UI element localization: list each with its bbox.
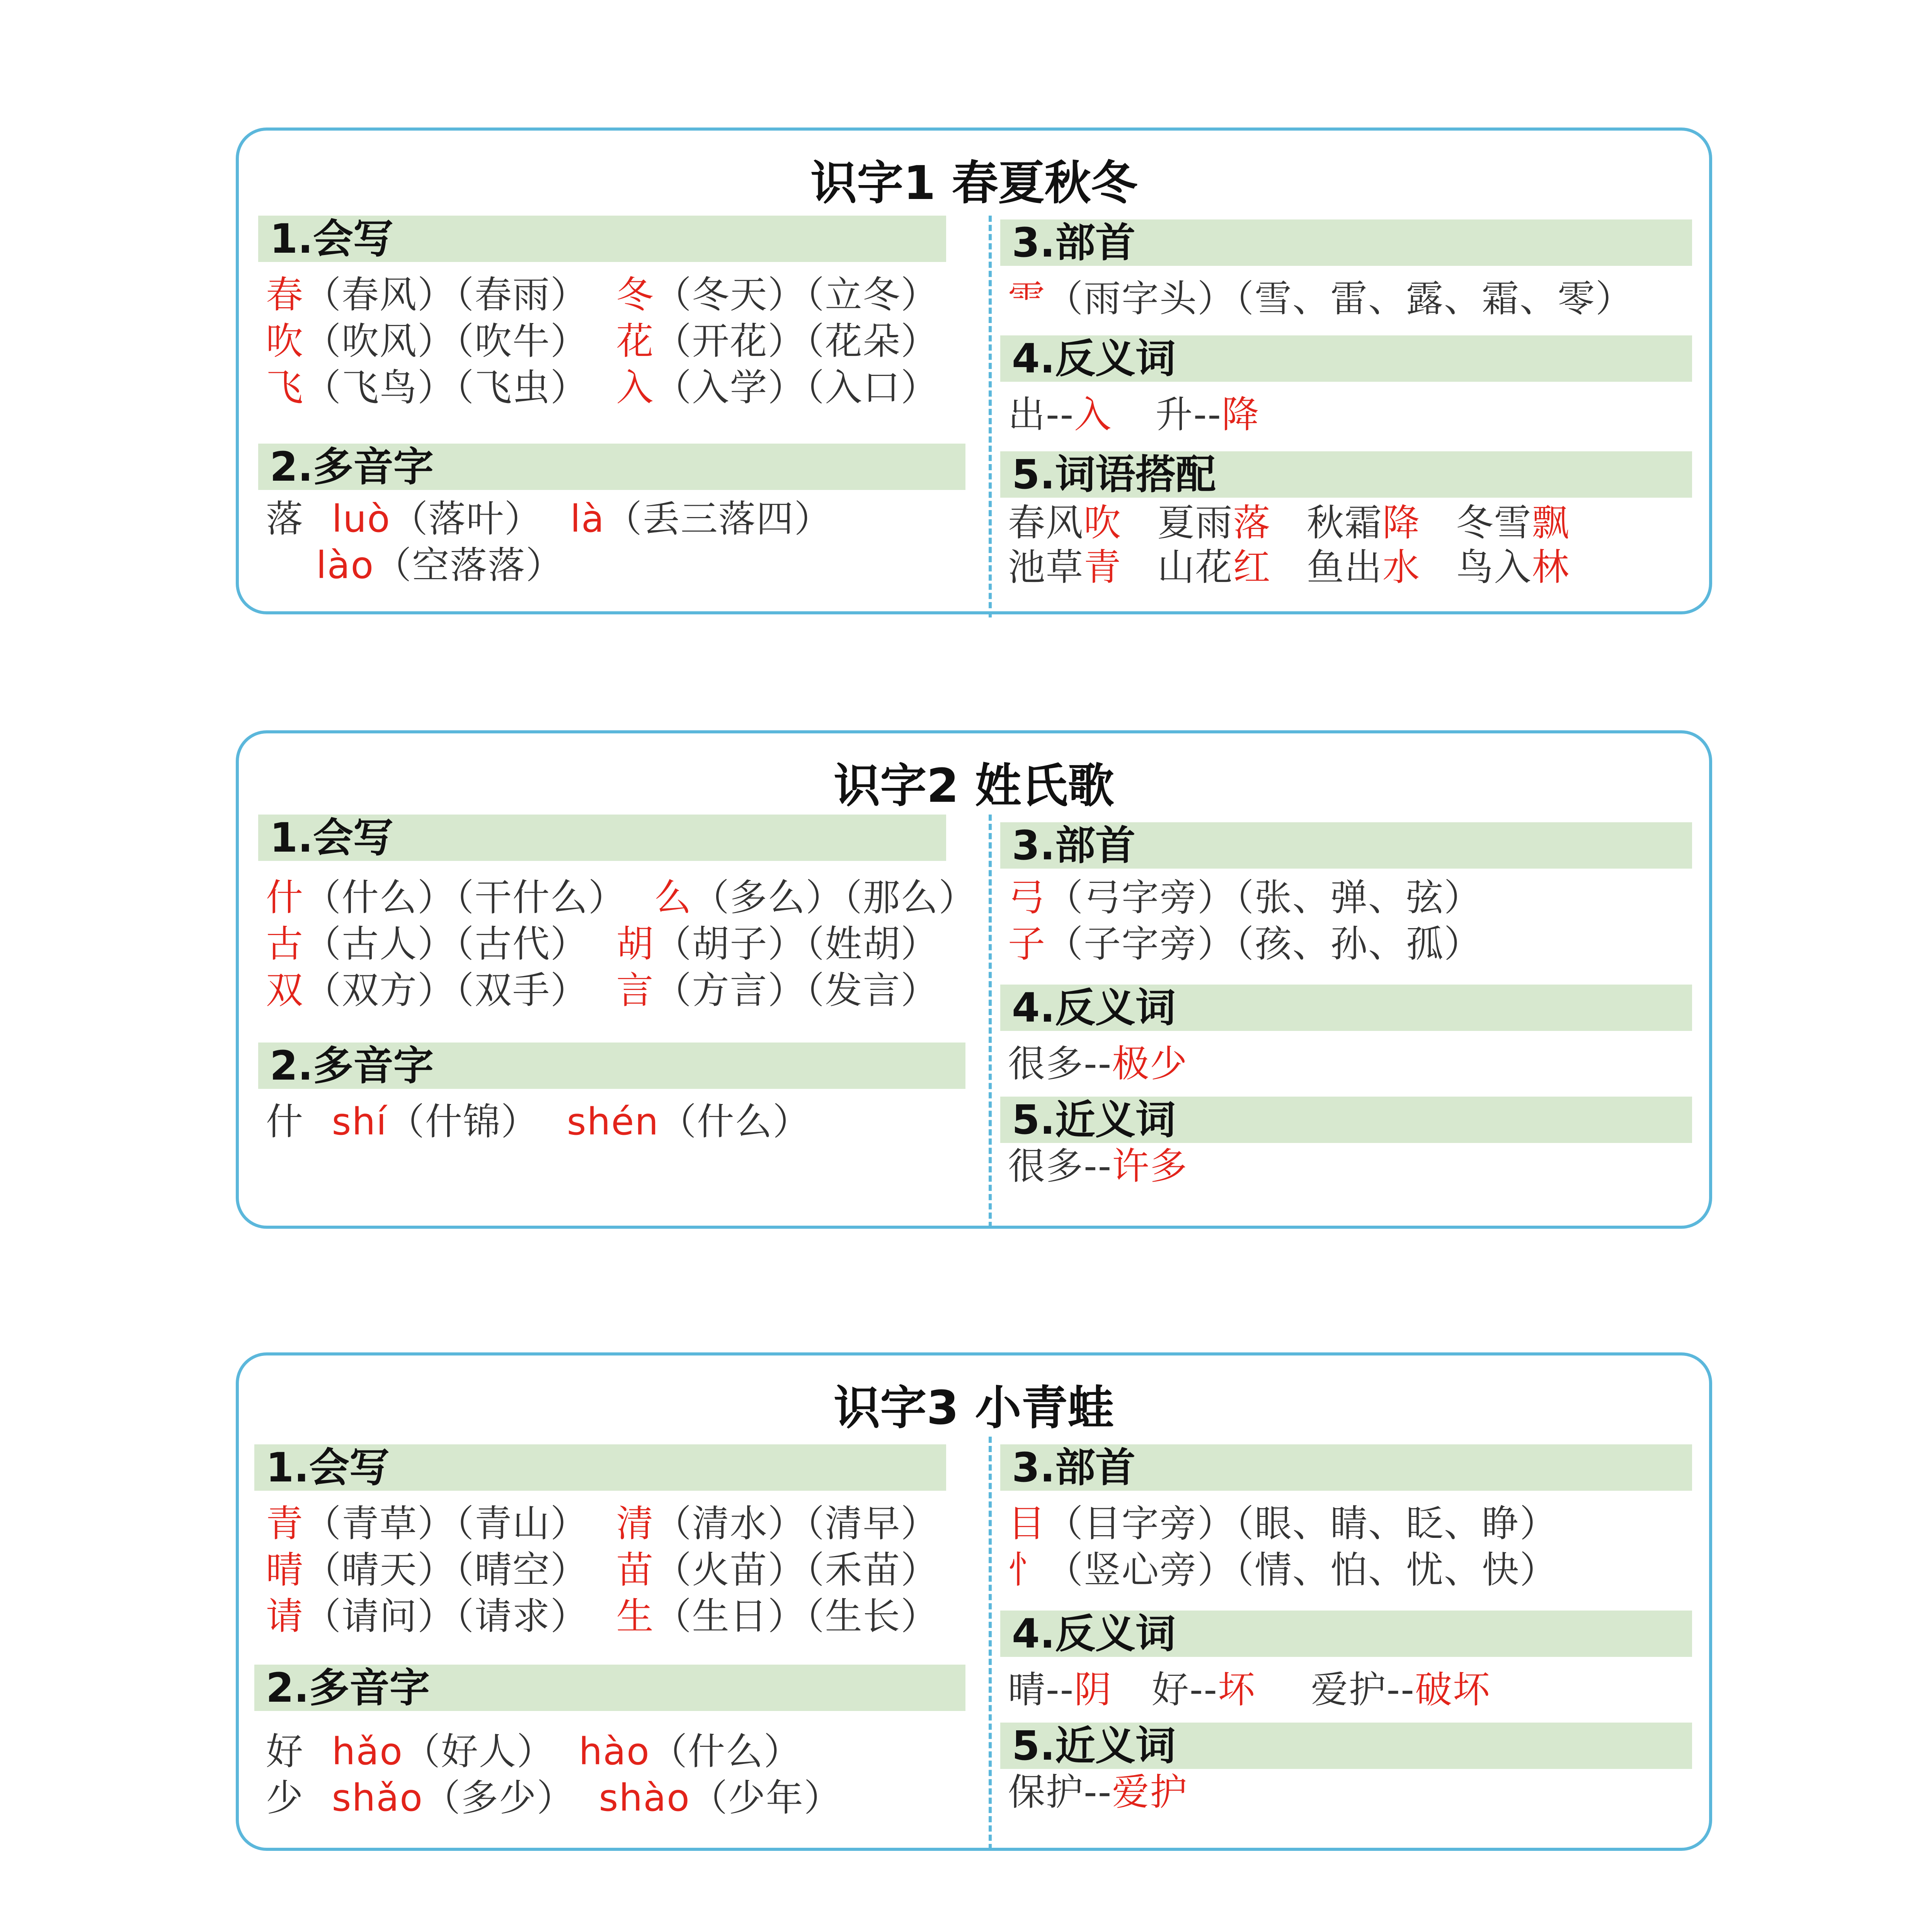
polyphone-row: 什 shí（什锦） shén（什么） [266,1100,811,1143]
polyphone-row: lào（空落落） [316,544,564,587]
card-title: 识字1 春夏秋冬 [810,156,1137,210]
section-write: 1.会写 [258,815,946,861]
synonym-row: 很多--许多 [1008,1145,1188,1188]
section-polyphone: 2.多音字 [254,1665,965,1711]
collocation-row: 春风吹 夏雨落 秋霜降 冬雪飘 [1008,501,1570,544]
write-row: 飞（飞鸟）（飞虫） 入（入学）（入口） [266,366,939,409]
antonym-row: 晴--阴 好--坏 爱护--破坏 [1008,1668,1491,1711]
section-polyphone: 2.多音字 [258,1043,965,1089]
radical-row: 忄（竖心旁）（情、怕、忧、快） [1008,1548,1558,1592]
card-divider [989,815,992,1228]
radical-row: 目（目字旁）（眼、睛、眨、睁） [1008,1502,1558,1545]
section-synonym: 5.近义词 [1000,1723,1692,1769]
section-synonym: 5.近义词 [1000,1097,1692,1143]
section-collocation: 5.词语搭配 [1000,451,1692,498]
radical-row: 弓（弓字旁）（张、弹、弦） [1008,876,1482,919]
section-polyphone: 2.多音字 [258,444,965,490]
write-row: 青（青草）（青山） 清（清水）（清早） [266,1502,939,1545]
section-antonym: 4.反义词 [1000,335,1692,382]
radical-row: 子（子字旁）（孩、孙、孤） [1008,922,1482,966]
section-write: 1.会写 [258,216,946,262]
write-row: 请（请问）（请求） 生（生日）（生长） [266,1595,939,1638]
collocation-row: 池草青 山花红 鱼出水 鸟入林 [1008,546,1570,589]
card-title: 识字2 姓氏歌 [834,759,1114,813]
section-radical: 3.部首 [1000,219,1692,266]
polyphone-row: 好 hǎo（好人） hào（什么） [266,1730,802,1773]
polyphone-row: 落 luò（落叶） là（丢三落四） [266,497,832,541]
radical-row: ⻗（雨字头）（雪、雷、露、霜、零） [1008,277,1633,320]
section-antonym: 4.反义词 [1000,1611,1692,1657]
card-lesson-2 [236,730,1712,1229]
write-row: 春（春风）（春雨） 冬（冬天）（立冬） [266,273,939,316]
card-divider [989,216,992,617]
section-radical: 3.部首 [1000,1444,1692,1491]
polyphone-row: 少 shǎo（多少） shào（少年） [266,1776,842,1820]
write-row: 吹（吹风）（吹牛） 花（开花）（花朵） [266,320,939,363]
card-title: 识字3 小青蛙 [834,1381,1114,1435]
synonym-row: 保护--爱护 [1008,1770,1188,1814]
antonym-row: 出--入 升--降 [1008,393,1260,436]
write-row: 什（什么）（干什么） 么（多么）（那么） [266,876,977,919]
section-antonym: 4.反义词 [1000,985,1692,1031]
write-row: 双（双方）（双手） 言（方言）（发言） [266,969,939,1012]
card-lesson-1 [236,128,1712,614]
section-radical: 3.部首 [1000,822,1692,869]
write-row: 古（古人）（古代） 胡（胡子）（姓胡） [266,922,939,966]
antonym-row: 很多--极少 [1008,1042,1188,1085]
section-write: 1.会写 [254,1444,946,1491]
write-row: 晴（晴天）（晴空） 苗（火苗）（禾苗） [266,1548,939,1592]
card-divider [989,1437,992,1850]
card-lesson-3 [236,1352,1712,1851]
